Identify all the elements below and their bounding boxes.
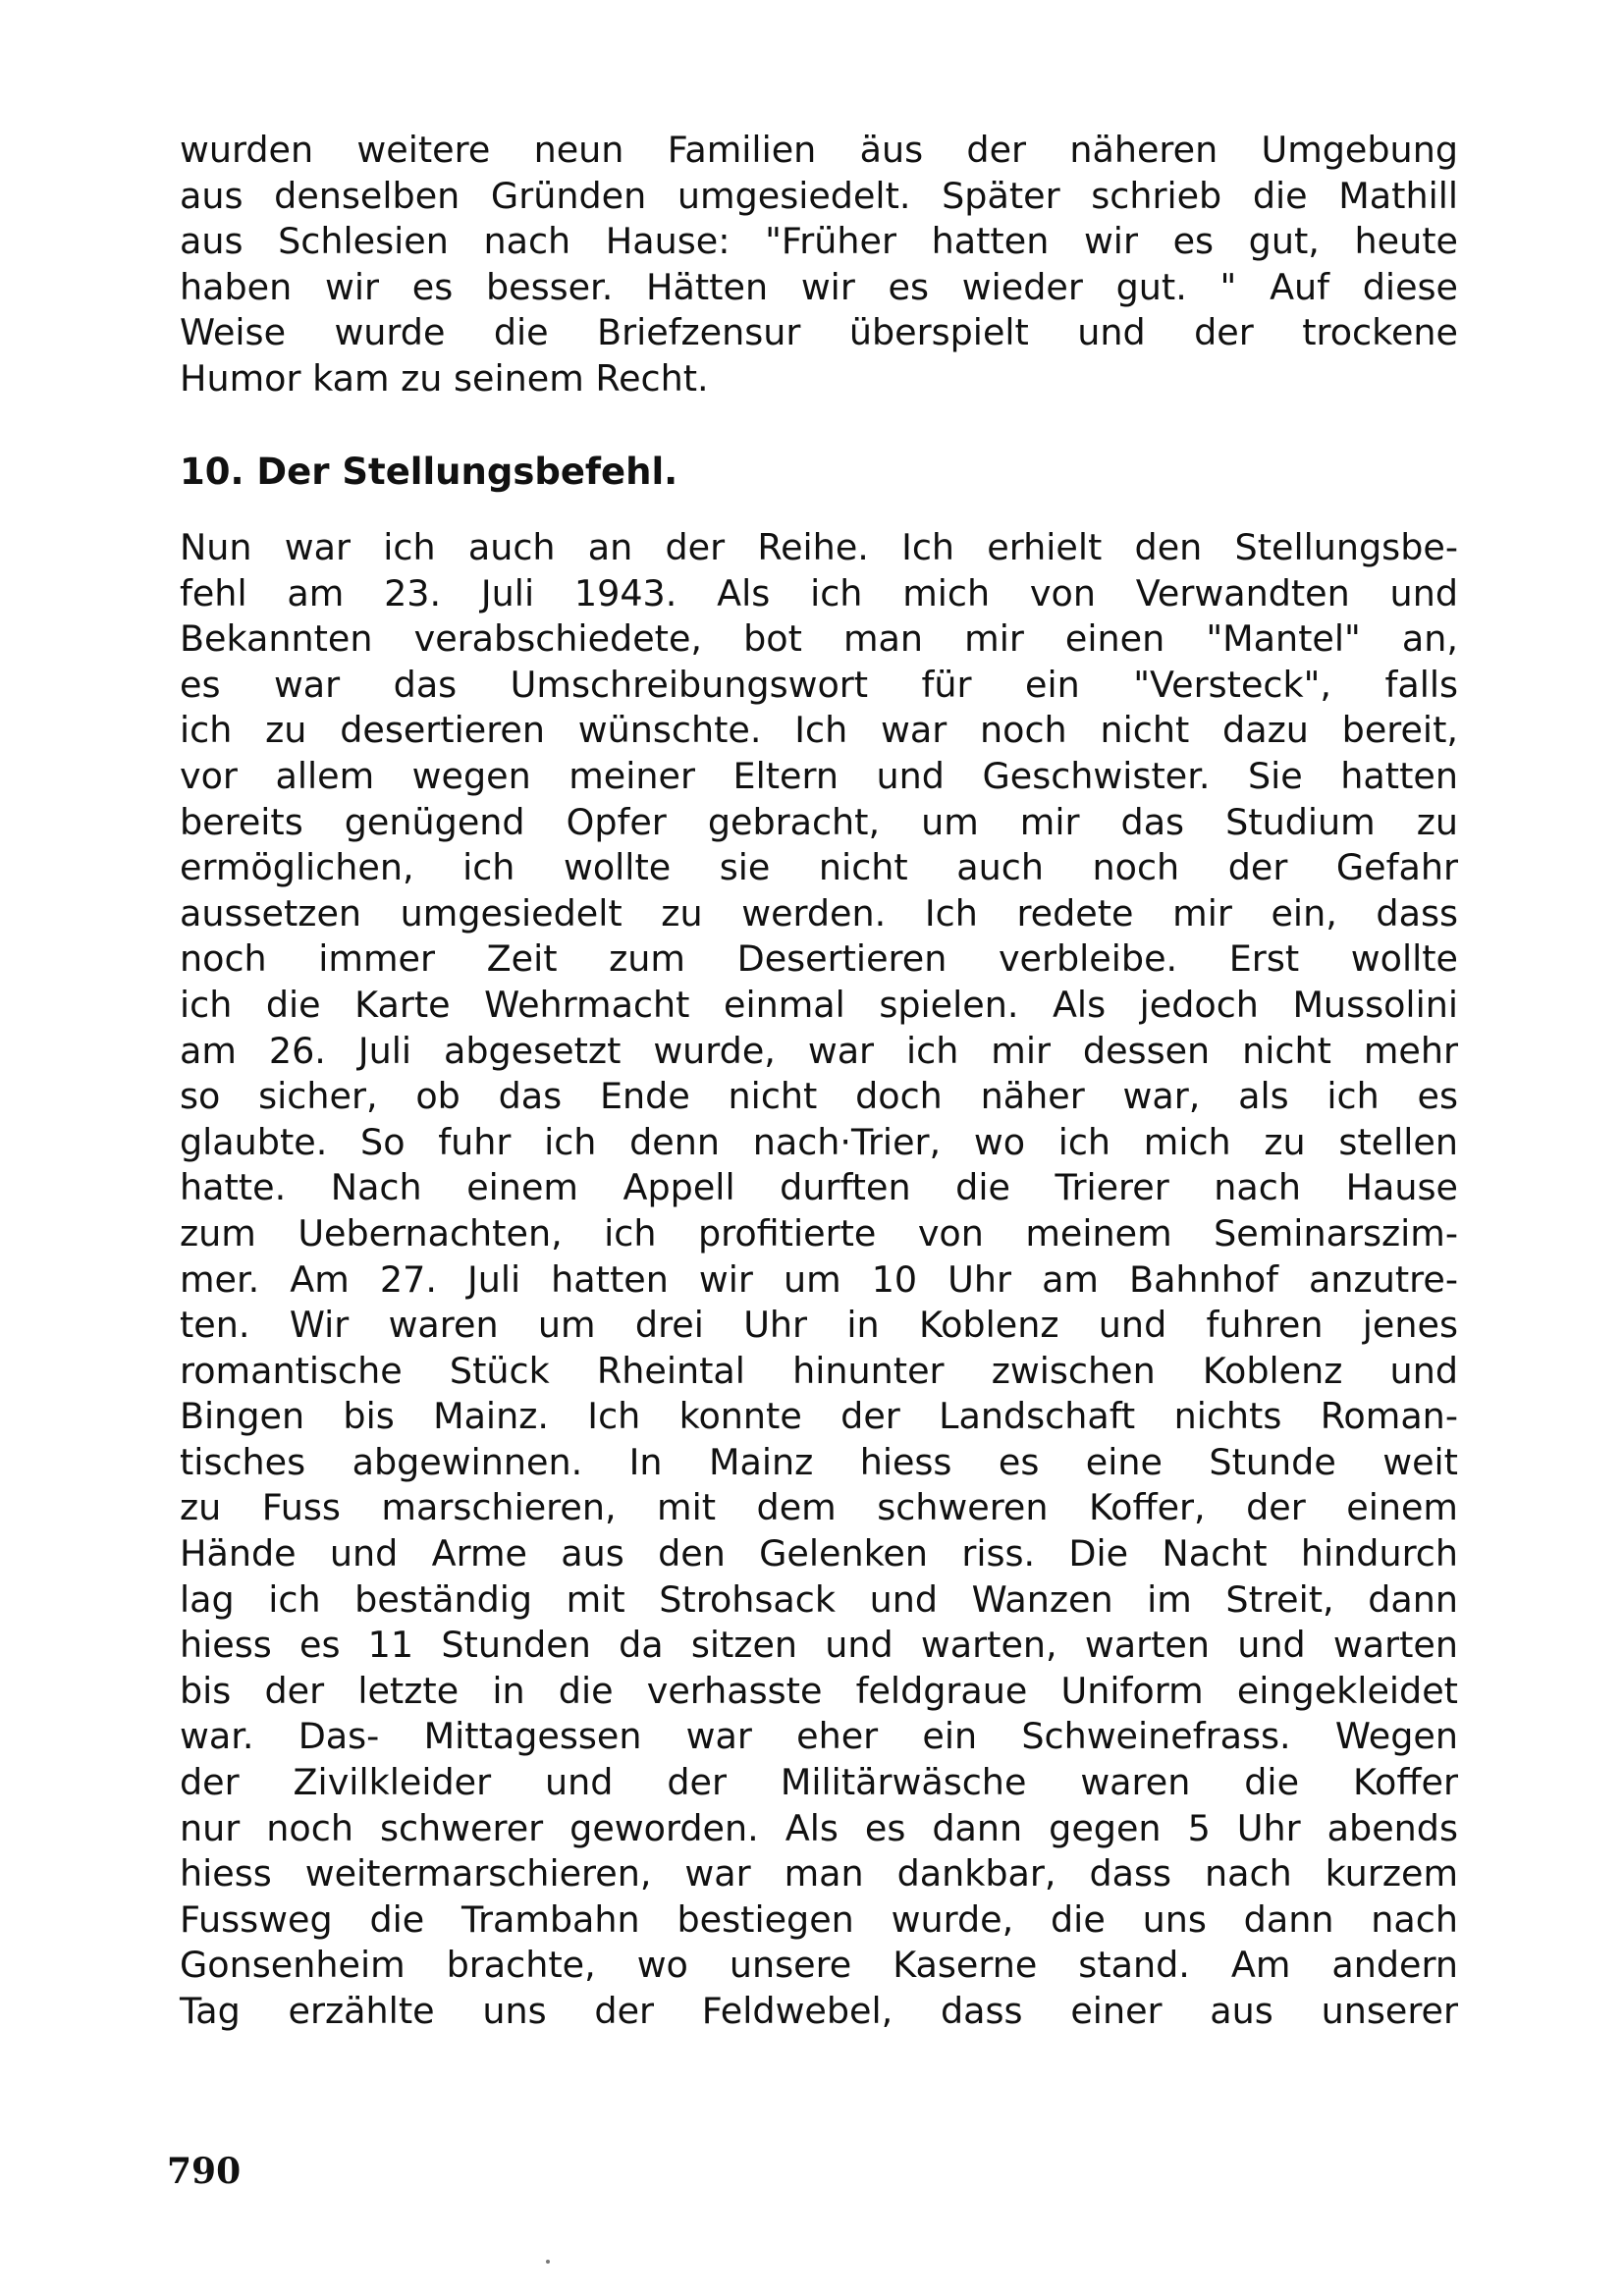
text-line: ich die Karte Wehrmacht einmal spielen. Als jedoch Mussolini bbox=[180, 983, 1458, 1026]
text-line: wurden weitere neun Familien äus der näheren Umgebung bbox=[180, 129, 1458, 171]
text-line: hiess weitermarschieren, war man dankbar, dass nach kurzem bbox=[180, 1852, 1458, 1896]
section-heading: 10. Der Stellungsbefehl. bbox=[180, 451, 678, 493]
text-line: hatte. Nach einem Appell durften die Trierer nach Hause bbox=[180, 1166, 1458, 1209]
text-line: Weise wurde die Briefzensur überspielt und der trockene bbox=[180, 311, 1458, 354]
text-line: Tag erzählte uns der Feldwebel, dass einer aus unserer bbox=[180, 1990, 1458, 2032]
text-line: war. Das- Mittagessen war eher ein Schweinefrass. Wegen bbox=[180, 1715, 1458, 1758]
text-line: Humor kam zu seinem Recht. bbox=[180, 356, 709, 400]
text-line: romantische Stück Rheintal hinunter zwischen Koblenz und bbox=[180, 1349, 1458, 1392]
text-line: fehl am 23. Juli 1943. Als ich mich von Verwandten und bbox=[180, 571, 1458, 614]
text-line: Bekannten verabschiedete, bot man mir einen "Mantel" an, bbox=[180, 617, 1458, 661]
text-line: am 26. Juli abgesetzt wurde, war ich mir dessen nicht mehr bbox=[180, 1029, 1458, 1072]
text-line: zum Uebernachten, ich profitierte von meinem Seminarszim- bbox=[180, 1211, 1458, 1255]
text-line: glaubte. So fuhr ich denn nach·Trier, wo ich mich zu stellen bbox=[180, 1120, 1458, 1163]
text-line: es war das Umschreibungswort für ein "Versteck", falls bbox=[180, 663, 1458, 706]
text-line: noch immer Zeit zum Desertieren verbleibe. Erst wollte bbox=[180, 937, 1458, 981]
text-line: lag ich beständig mit Strohsack und Wanzen im Streit, dann bbox=[180, 1577, 1458, 1621]
text-line: hiess es 11 Stunden da sitzen und warten, warten und warten bbox=[180, 1624, 1458, 1667]
text-line: aussetzen umgesiedelt zu werden. Ich redete mir ein, dass bbox=[180, 891, 1458, 934]
print-speck bbox=[546, 2260, 550, 2264]
text-line: nur noch schwerer geworden. Als es dann gegen 5 Uhr abends bbox=[180, 1806, 1458, 1849]
text-line: ich zu desertieren wünschte. Ich war noch nicht dazu bereit, bbox=[180, 709, 1458, 752]
text-line: bereits genügend Opfer gebracht, um mir das Studium zu bbox=[180, 800, 1458, 843]
text-line: so sicher, ob das Ende nicht doch näher war, als ich es bbox=[180, 1075, 1458, 1118]
text-line: der Zivilkleider und der Militärwäsche waren die Koffer bbox=[180, 1761, 1458, 1804]
text-line: Fussweg die Trambahn bestiegen wurde, die uns dann nach bbox=[180, 1897, 1458, 1941]
text-line: Bingen bis Mainz. Ich konnte der Landschaft nichts Roman- bbox=[180, 1395, 1458, 1438]
text-line: ermöglichen, ich wollte sie nicht auch noch der Gefahr bbox=[180, 846, 1458, 889]
text-line: tisches abgewinnen. In Mainz hiess es eine Stunde weit bbox=[180, 1440, 1458, 1483]
text-line: mer. Am 27. Juli hatten wir um 10 Uhr am Bahnhof anzutre- bbox=[180, 1257, 1458, 1301]
text-line: aus Schlesien nach Hause: "Früher hatten wir es gut, heute bbox=[180, 220, 1458, 263]
text-line: vor allem wegen meiner Eltern und Geschwister. Sie hatten bbox=[180, 754, 1458, 797]
text-line: Hände und Arme aus den Gelenken riss. Die Nacht hindurch bbox=[180, 1532, 1458, 1575]
text-line: aus denselben Gründen umgesiedelt. Später schrieb die Mathill bbox=[180, 174, 1458, 217]
text-line: bis der letzte in die verhasste feldgraue Uniform eingekleidet bbox=[180, 1669, 1458, 1712]
text-line: zu Fuss marschieren, mit dem schweren Koffer, der einem bbox=[180, 1486, 1458, 1529]
text-line: haben wir es besser. Hätten wir es wieder gut. " Auf diese bbox=[180, 265, 1458, 308]
text-line: Gonsenheim brachte, wo unsere Kaserne stand. Am andern bbox=[180, 1944, 1458, 1987]
paragraph-intro bbox=[180, 128, 1458, 402]
paragraph-stellungsbefehl bbox=[180, 525, 1458, 2035]
text-line: Nun war ich auch an der Reihe. Ich erhielt den Stellungsbe- bbox=[180, 526, 1458, 568]
text-line: ten. Wir waren um drei Uhr in Koblenz und fuhren jenes bbox=[180, 1304, 1458, 1347]
page-number: 790 bbox=[167, 2151, 242, 2192]
